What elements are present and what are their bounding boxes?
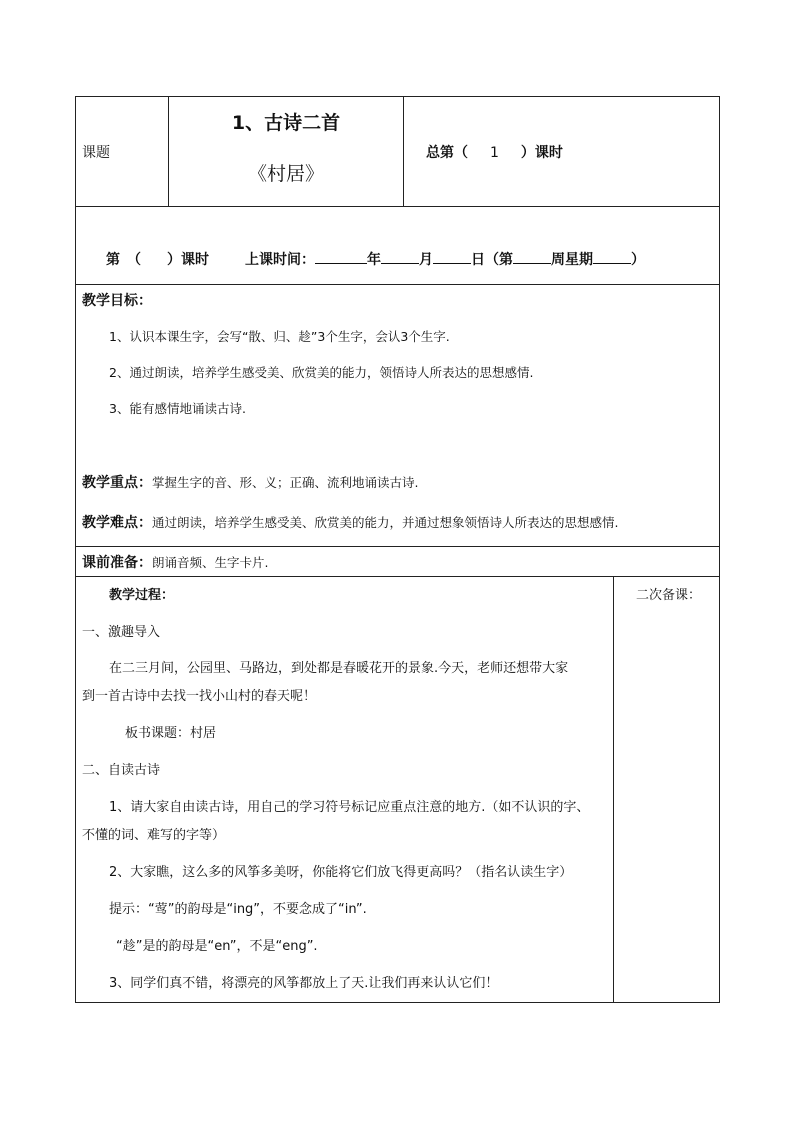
- period-suffix: ）课时: [167, 252, 209, 268]
- secondary-prep-heading: 二次备课：: [636, 588, 702, 603]
- year-label: 年: [367, 252, 381, 268]
- total-period-cell: [404, 97, 720, 207]
- week-label: 周星期: [551, 252, 593, 268]
- board-title: 板书课题：村居: [125, 726, 217, 741]
- year-blank: [315, 251, 367, 264]
- difficulties: [82, 512, 719, 532]
- month-blank: [381, 251, 419, 264]
- intro-text-line: 到一首古诗中去找一找小山村的春天呢！: [82, 689, 317, 704]
- objective-item: 2、通过朗读，培养学生感受美、欣赏美的能力，领悟诗人所表达的思想感情.: [109, 365, 534, 380]
- objectives-cell: [76, 285, 720, 547]
- week-blank: [513, 251, 551, 264]
- difficulties-text: 通过朗读，培养学生感受美、欣赏美的能力，并通过想象领悟诗人所表达的思想感情.: [152, 515, 619, 530]
- total-period-suffix: ）课时: [520, 144, 563, 161]
- hint-text: 提示：“莺”的韵母是“ing”，不要念成了“in”.: [109, 902, 367, 917]
- total-period-number: 1: [490, 144, 499, 161]
- preparation-text: 朗诵音频、生字卡片.: [152, 554, 269, 570]
- weekday-blank: [593, 251, 631, 264]
- objective-item: 1、认识本课生字，会写“散、归、趁”3个生字，会认3个生字.: [109, 329, 450, 344]
- poem-title: 《村居》: [247, 163, 324, 185]
- step-text-line: 不懂的词、难写的字等）: [82, 828, 226, 843]
- hint-text: “趁”是的韵母是“en”，不是“eng”.: [116, 939, 318, 954]
- section-selfread-title: 二、自读古诗: [82, 763, 161, 778]
- day-label: 日（第: [471, 252, 513, 268]
- schedule-close: ）: [631, 252, 645, 268]
- subject-label: 课题: [82, 144, 110, 161]
- schedule-cell: [76, 207, 720, 285]
- intro-text-line: 在二三月间，公园里、马路边，到处都是春暖花开的景象.今天，老师还想带大家: [109, 661, 569, 676]
- total-period-prefix: 总第（: [426, 144, 468, 161]
- key-points-text: 掌握生字的音、形、义；正确、流利地诵读古诗.: [152, 475, 419, 490]
- preparation-label: 课前准备：: [82, 554, 152, 571]
- preparation-cell: [76, 547, 720, 577]
- difficulties-label: 教学难点：: [82, 515, 152, 531]
- lesson-plan: [75, 96, 719, 1003]
- step-text: 3、同学们真不错，将漂亮的风筝都放上了天.让我们再来认认它们！: [109, 976, 499, 991]
- process-cell: [76, 577, 614, 1003]
- title-cell: [169, 97, 404, 207]
- schedule-line: [76, 249, 719, 284]
- lesson-title: 1、古诗二首: [231, 112, 341, 134]
- subject-label-cell: [76, 97, 169, 207]
- key-points-label: 教学重点：: [82, 475, 152, 491]
- period-prefix: 第 （: [106, 252, 141, 268]
- process-heading: 教学过程：: [109, 588, 175, 603]
- objectives-heading: 教学目标：: [82, 293, 152, 309]
- class-time-label: 上课时间：: [245, 252, 315, 268]
- key-points: [82, 472, 719, 492]
- objective-item: 3、能有感情地诵读古诗.: [109, 401, 246, 416]
- lesson-plan-table: [75, 96, 720, 1003]
- secondary-prep-cell: [614, 577, 720, 1003]
- section-warmup-title: 一、激趣导入: [82, 625, 161, 640]
- month-label: 月: [419, 252, 433, 268]
- step-text: 2、大家瞧，这么多的风筝多美呀，你能将它们放飞得更高吗？（指名认读生字）: [109, 865, 573, 880]
- step-text-line: 1、请大家自由读古诗，用自己的学习符号标记应重点注意的地方.（如不认识的字、: [109, 800, 590, 815]
- day-blank: [433, 251, 471, 264]
